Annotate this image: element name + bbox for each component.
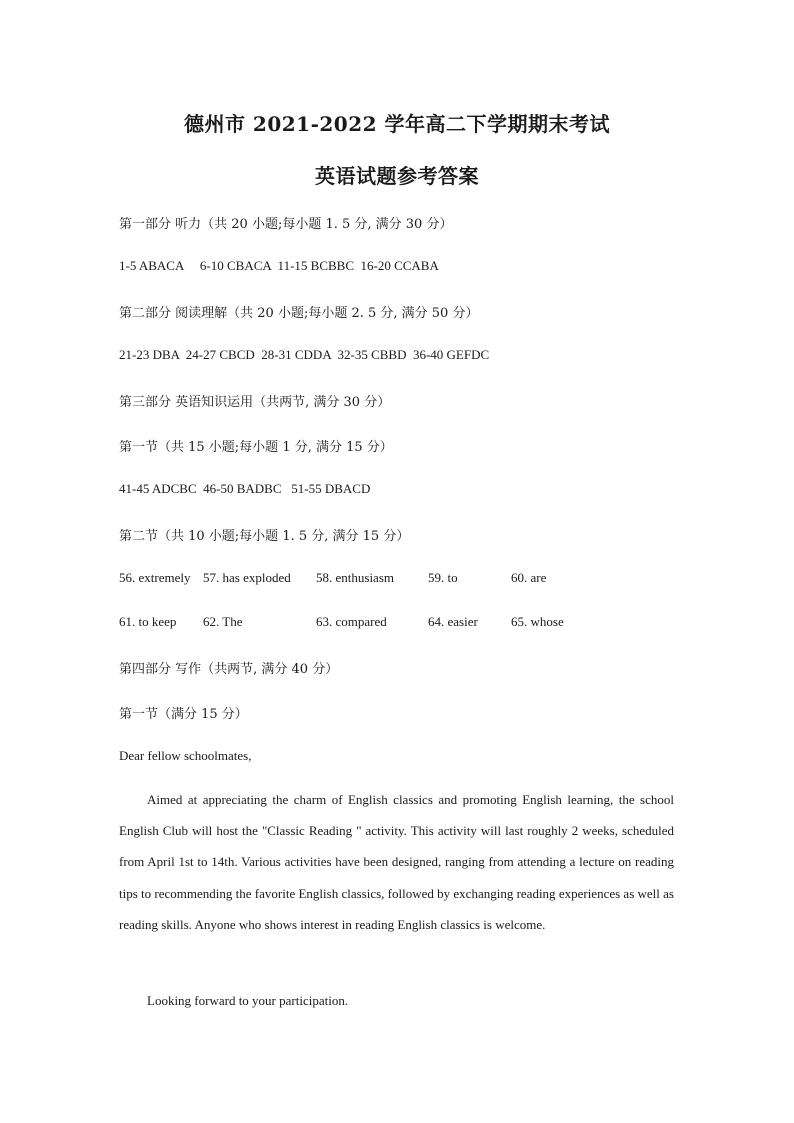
- letter-closing: Looking forward to your participation.: [147, 993, 349, 1008]
- answer-item: 64. easier: [428, 614, 478, 629]
- letter-body: Aimed at appreciating the charm of English classics and promoting English learning, the school English Club will host the "Classic Reading " activity. This activity will last roughly 2 weeks, scheduled from April 1st to 14th. Various activities have been designed, ranging from attending a lecture on reading tips to recommending the favorite English classics, followed by exchanging reading experiences as well as reading skills. Anyone who shows interest in reading English classics is welcome.: [119, 792, 674, 932]
- part3-section2-heading: 第二节（共 10 小题;每小题 1. 5 分, 满分 15 分）: [119, 529, 410, 544]
- part1-heading: 第一部分 听力（共 20 小题;每小题 1. 5 分, 满分 30 分）: [119, 217, 453, 232]
- answer-item: 62. The: [203, 614, 243, 629]
- part3-section1-answers: 41-45 ADCBC 46-50 BADBC 51-55 DBACD: [119, 481, 371, 496]
- answer-item: 63. compared: [316, 614, 387, 629]
- part4-section1-heading: 第一节（满分 15 分）: [119, 707, 248, 722]
- part3-heading: 第三部分 英语知识运用（共两节, 满分 30 分）: [119, 395, 391, 410]
- answer-item: 60. are: [511, 570, 547, 585]
- part3-section1-heading: 第一节（共 15 小题;每小题 1 分, 满分 15 分）: [119, 440, 393, 455]
- answer-item: 65. whose: [511, 614, 564, 629]
- letter-greeting: Dear fellow schoolmates,: [119, 748, 252, 763]
- answer-item: 59. to: [428, 570, 458, 585]
- answer-item: 56. extremely: [119, 570, 191, 585]
- part2-answers: 21-23 DBA 24-27 CBCD 28-31 CDDA 32-35 CBBD 36-40 GEFDC: [119, 347, 490, 362]
- document-title: 德州市 2021-2022 学年高二下学期期末考试: [183, 112, 611, 136]
- part2-heading: 第二部分 阅读理解（共 20 小题;每小题 2. 5 分, 满分 50 分）: [119, 306, 479, 321]
- answer-item: 57. has exploded: [203, 570, 291, 585]
- document-subtitle: 英语试题参考答案: [315, 164, 479, 188]
- part1-answers: 1-5 ABACA 6-10 CBACA 11-15 BCBBC 16-20 CCABA: [119, 258, 439, 273]
- answer-item: 61. to keep: [119, 614, 177, 629]
- answer-item: 58. enthusiasm: [316, 570, 394, 585]
- part4-heading: 第四部分 写作（共两节, 满分 40 分）: [119, 662, 339, 677]
